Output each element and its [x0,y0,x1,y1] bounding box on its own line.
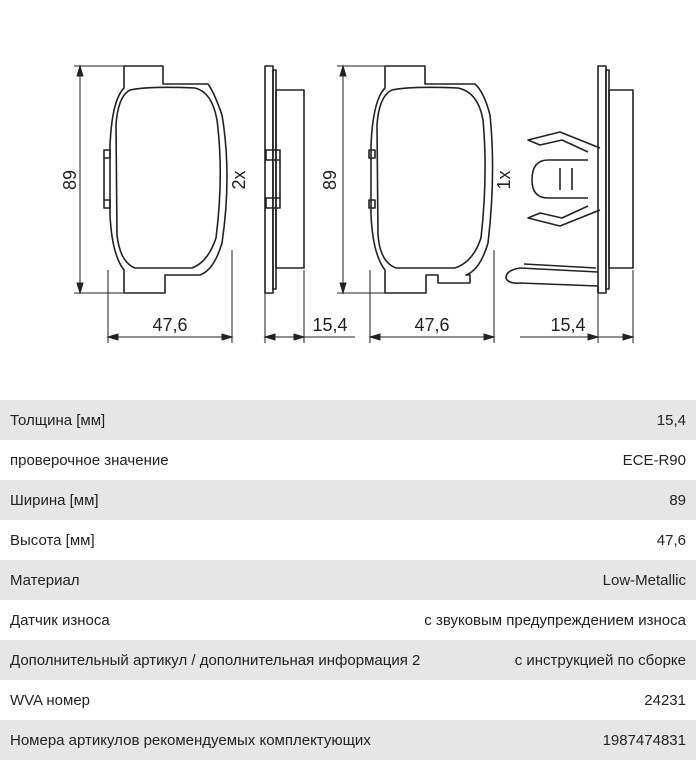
pad2-width-label: 47,6 [414,315,450,335]
spec-value: с звуковым предупреждением износа [424,611,686,629]
specifications-table [0,400,696,760]
pad1-side-view [265,66,304,293]
spec-label: Толщина [мм] [10,411,106,429]
spec-label: Датчик износа [10,611,110,629]
spec-label: WVA номер [10,691,91,709]
spec-row-height [0,520,696,560]
pad1-quantity-label: 2x [229,170,249,190]
spec-label: Номера артикулов рекомендуемых комплектующих [10,731,371,749]
spec-value: 24231 [644,691,686,709]
spec-value: 15,4 [656,411,686,429]
pad1-front-view [104,66,227,293]
spec-row-test-value [0,440,696,480]
spec-value: 1987474831 [602,731,686,749]
spec-value: с инструкцией по сборке [514,651,686,669]
spec-label: Высота [мм] [10,531,95,549]
pad2-front-view [369,66,493,293]
pad2-thickness-label: 15,4 [550,315,586,335]
pad1-width-label: 47,6 [152,315,188,335]
spec-value: Low-Metallic [602,571,686,589]
spec-label: Материал [10,571,80,589]
spec-value: 89 [669,491,686,509]
pad2-quantity-label: 1x [494,170,514,190]
spec-row-wear-sensor [0,600,696,640]
spec-label: Дополнительный артикул / дополнительная информация 2 [10,651,421,669]
spec-row-wva-number [0,680,696,720]
spec-row-additional-info [0,640,696,680]
spec-row-width [0,480,696,520]
spec-value: ECE-R90 [622,451,686,469]
spec-value: 47,6 [656,531,686,549]
pad2-height-label: 89 [320,169,340,191]
spec-row-material [0,560,696,600]
spec-row-thickness [0,400,696,440]
spec-row-recommended-parts [0,720,696,760]
pad2-side-view [506,66,633,293]
spec-label: Ширина [мм] [10,491,99,509]
spec-label: проверочное значение [10,451,169,469]
pad1-height-label: 89 [60,169,80,191]
pad1-thickness-label: 15,4 [312,315,348,335]
